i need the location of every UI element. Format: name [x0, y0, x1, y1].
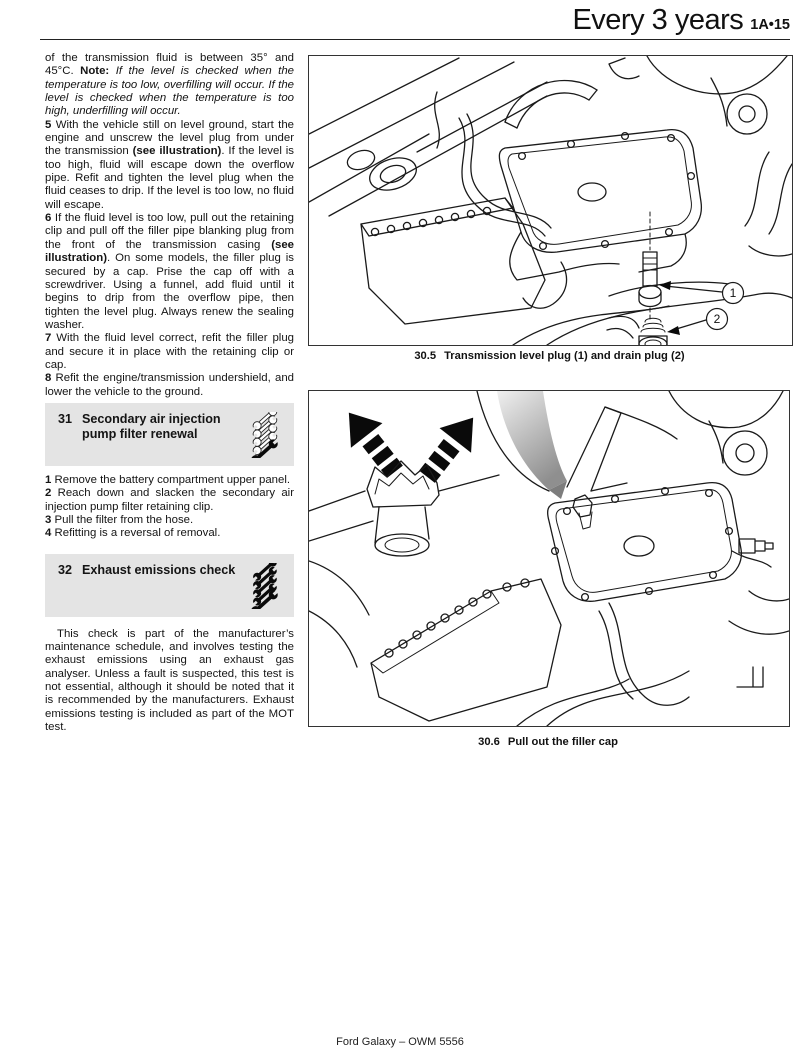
text-run: With the fluid level correct, refit the filler plug and secure it in place with the retaining clip or cap. [45, 332, 294, 371]
section-title: Exhaust emissions check [82, 562, 236, 577]
figure-30-6-caption: 30.6 Pull out the filler cap [478, 736, 618, 748]
text-run: 5 [45, 118, 52, 131]
body-paragraph [45, 474, 294, 487]
body-paragraph [45, 119, 294, 212]
text-run: Note: [80, 65, 116, 78]
body-paragraph [45, 372, 294, 399]
page-header [572, 4, 790, 37]
body-paragraph [45, 52, 294, 119]
text-run: With the vehicle still on level ground, start the engine and unscrew the level plug from under the transmission [45, 118, 294, 158]
callout-2-label: 2 [713, 312, 721, 326]
text-run: If the level is checked when the temperature is too low, overfilling will occur. If the level is checked when the temperature is too high, underfilling will occur. [45, 65, 295, 118]
text-run: . On some models, the filler plug is secured by a cap. Prise the cap off with a screwdriver. Using a funnel, add fluid until it begins to drip from the overflow pipe, then tighten the level plug. Always renew the sealing washer. [45, 252, 294, 331]
body-paragraph [45, 527, 294, 540]
text-run: 4 [45, 527, 52, 540]
text-run: Reach down and slacken the secondary air injection pump filter retaining clip. [45, 487, 294, 513]
text-run: 1 [45, 473, 52, 486]
text-run: If the fluid level is too low, pull out the retaining clip and pull off the filler pipe blanking plug from the front of the transmission casing [45, 212, 294, 251]
text-run: Pull the filter from the hose. [51, 513, 194, 526]
body-paragraph [45, 212, 294, 332]
arrow-up-left-icon [333, 400, 411, 484]
text-run: This check is part of the manufacturer’s maintenance schedule, and involves testing the exhaust emissions using an exhaust gas analyser. Unless a fault is suspected, this test is not essential, although it should be noted that it is recommended by the manufacturers. Exhaust emissions testing is included as part of the MOT test. [45, 627, 294, 734]
section-header-31 [45, 403, 294, 466]
text-run: . If the level is too high, fluid will escape down the overflow pipe. Refit and tighten the level plug when the fluid ceases to drip. If the level is too low, no fluid will escape. [45, 145, 294, 211]
text-run: 8 [45, 372, 52, 385]
text-run: 3 [45, 513, 52, 526]
callout-1-label: 1 [729, 286, 737, 300]
body-paragraph [45, 514, 294, 527]
text-run: Remove the battery compartment upper panel. [51, 473, 291, 486]
text-run: 6 [45, 212, 52, 225]
page-title: Every 3 years [572, 4, 744, 36]
hand-shading [497, 391, 567, 490]
figure-30-5-caption: 30.5 Transmission level plug (1) and drain plug (2) [414, 350, 685, 362]
text-run: Refitting is a reversal of removal. [51, 527, 221, 540]
footer-text: Ford Galaxy – OWM 5556 [336, 1036, 464, 1048]
section-header-32 [45, 554, 294, 617]
text-run: (see illustration) [45, 238, 294, 265]
transmission-level-drain-plug-illustration [309, 56, 792, 345]
text-run: (see illustration) [132, 145, 222, 158]
figure-30-6-frame [308, 390, 790, 727]
spanner-rating-icon [246, 563, 282, 609]
text-run: 7 [45, 332, 52, 345]
body-paragraph [45, 487, 294, 514]
text-column [45, 52, 294, 734]
section-number: 31 [58, 411, 73, 426]
body-paragraph [45, 332, 294, 372]
text-run: of the transmission fluid is between 35° and 45°C. [45, 52, 294, 78]
page-number: 1A•15 [750, 17, 790, 33]
spanner-rating-icon [246, 412, 282, 458]
text-run: Refit the engine/transmission undershield, and lower the vehicle to the ground. [45, 372, 294, 398]
figure-30-5-frame [308, 55, 793, 346]
section-number: 32 [58, 562, 73, 577]
filler-cap-removal-illustration [309, 391, 789, 726]
header-rule [40, 39, 790, 40]
text-run: 2 [45, 487, 52, 500]
section-title: Secondary air injection pump filter renewal [82, 411, 221, 441]
body-paragraph [45, 628, 294, 735]
